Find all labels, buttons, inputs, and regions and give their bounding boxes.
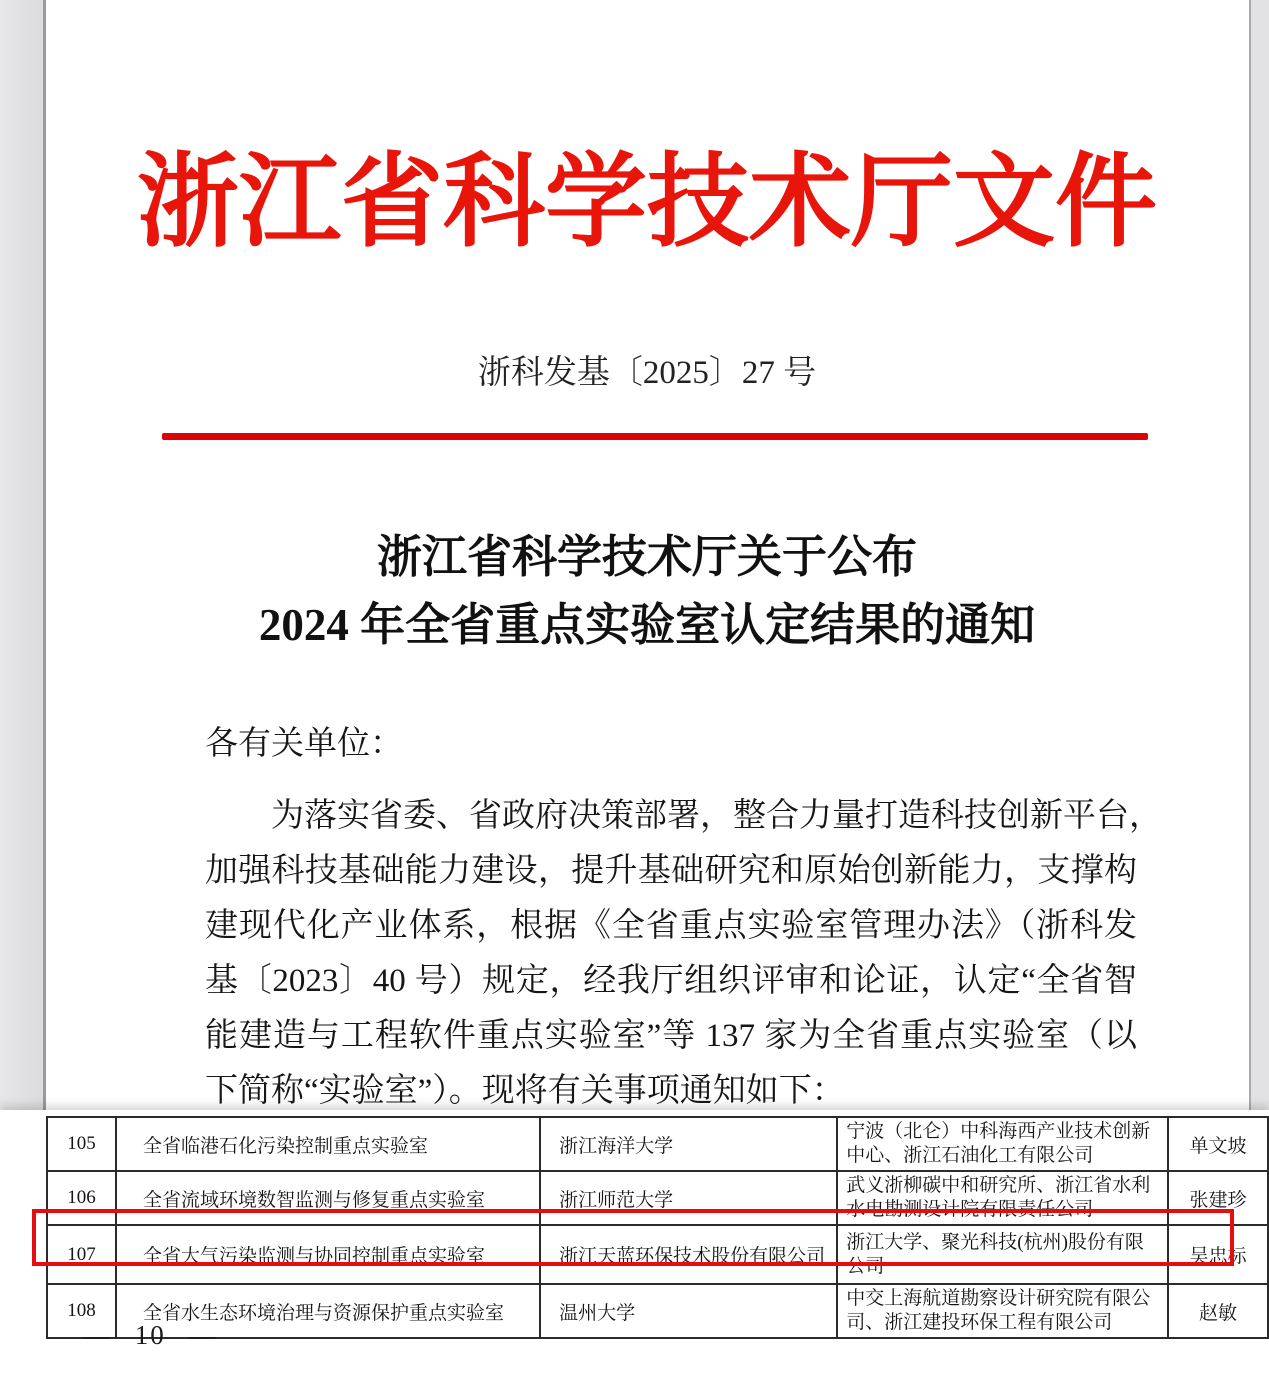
page-right-margin (1249, 0, 1269, 1112)
cell-director: 单文坡 (1168, 1117, 1268, 1171)
letterhead-divider (162, 433, 1148, 440)
cell-lab-name: 全省临港石化污染控制重点实验室 (116, 1117, 540, 1171)
cell-director: 赵敏 (1168, 1284, 1268, 1338)
body-line: 下简称“实验室”）。现将有关事项通知如下： (205, 1073, 845, 1109)
cell-lab-name: 全省水生态环境治理与资源保护重点实验室 (116, 1284, 540, 1338)
table-row (47, 1171, 1268, 1225)
cell-partner-orgs: 浙江大学、聚光科技(杭州)股份有限公司 (837, 1225, 1168, 1284)
table-row-highlighted (47, 1225, 1268, 1284)
document-number: 浙科发基〔2025〕27 号 (477, 355, 817, 391)
letterhead-title: 浙江省科学技术厅文件 (137, 147, 1157, 260)
table-row (47, 1117, 1268, 1171)
notice-title-line2: 2024 年全省重点实验室认定结果的通知 (258, 600, 1036, 650)
body-line: 为落实省委、省政府决策部署，整合力量打造科技创新平台， (271, 798, 1162, 834)
body-line: 建现代化产业体系，根据《全省重点实验室管理办法》（浙科发 (205, 908, 1137, 944)
body-line: 能建造与工程软件重点实验室”等 137 家为全省重点实验室（以 (205, 1018, 1137, 1054)
salutation: 各有关单位： (205, 726, 403, 762)
body-paragraph (205, 789, 1162, 1119)
cell-number: 106 (47, 1171, 116, 1225)
page-left-margin (0, 0, 46, 1112)
cell-host-org: 温州大学 (540, 1284, 837, 1338)
cell-number: 108 (47, 1284, 116, 1338)
cell-host-org: 浙江天蓝环保技术股份有限公司 (540, 1225, 837, 1284)
body-line: 基〔2023〕40 号）规定，经我厅组织评审和论证，认定“全省智 (205, 963, 1137, 999)
cell-number: 107 (47, 1225, 116, 1284)
labs-table (46, 1116, 1269, 1339)
cell-host-org: 浙江师范大学 (540, 1171, 837, 1225)
page-number: — 10 — (83, 1320, 218, 1350)
table-row (47, 1284, 1268, 1338)
cell-director: 张建珍 (1168, 1171, 1268, 1225)
cell-partner-orgs: 武义浙柳碳中和研究所、浙江省水利水电勘测设计院有限责任公司 (837, 1171, 1168, 1225)
cell-partner-orgs: 宁波（北仑）中科海西产业技术创新中心、浙江石油化工有限公司 (837, 1117, 1168, 1171)
notice-title-line1: 浙江省科学技术厅关于公布 (376, 532, 917, 582)
body-line: 加强科技基础能力建设，提升基础研究和原始创新能力，支撑构 (205, 853, 1137, 889)
cell-number: 105 (47, 1117, 116, 1171)
cell-director: 吴忠标 (1168, 1225, 1268, 1284)
cell-lab-name: 全省流域环境数智监测与修复重点实验室 (116, 1171, 540, 1225)
cell-partner-orgs: 中交上海航道勘察设计研究院有限公司、浙江建投环保工程有限公司 (837, 1284, 1168, 1338)
cell-lab-name: 全省大气污染监测与协同控制重点实验室 (116, 1225, 540, 1284)
cell-host-org: 浙江海洋大学 (540, 1117, 837, 1171)
